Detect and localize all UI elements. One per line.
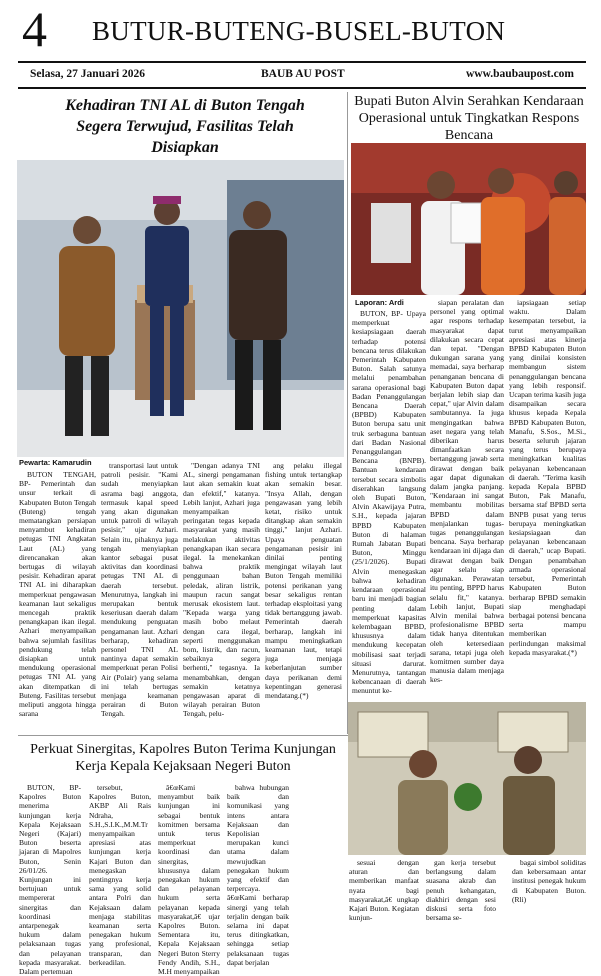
story3-text-5: sesuai dengan aturan dan memberikan manfaat nyata bagi masyarakat,â€ ungkap Kajari Buton. Kegiatan kunjun-: [349, 858, 419, 923]
date-bar: [18, 64, 586, 86]
story3-photo-illustration: [348, 702, 586, 855]
story3-text-3: â€œKami menyambut baik kunjungan ini sebagai bentuk komitmen bersama untuk terus memperkuat koordinasi dan sinergitas, khususnya dalam penegakan hukum dan pelayanan hukum serta pelayanan kepada masyarakat,â€ ujar Kapolres Buton. Sementara itu, Kepala Kejaksaan Negeri Buton Sterry Fendy Andih, S.H., M.H menyampaikan: [158, 783, 220, 976]
story2-text-3: iapsiagaan setiap waktu. Dalam kesempatan tersebut, ia turut menyampaikan apresiasi atas kinerja BPBD Kabupaten Buton yang dinilai konsisten membangun sistem penanggulangan bencana yang lebih responsif. Ucapan terima kasih juga disampaikan secara khusus kepada Kepala BPBD Kabupaten Buton, Manafu, S.Sos., M.Si., beserta seluruh jajaran yang terus berupaya meningkatkan kualitas pelayanan kebencanaan di daerah. "Terima kasih kepada Kepala BPBD Buton, Pak Manafu, bersama staf BPBD serta BNPB pusat yang terus berupaya meningkatkan kesiapsiagaan dan pelayanan kebencanaan di daerah," ucap Bupati. Dengan penambahan armada operasional tersebut, Pemerintah Kabupaten Buton berharap BPBD semakin siap menghadapi berbagai potensi bencana serta mampu memberikan perlindungan maksimal kepada masyarakat.(*): [509, 298, 586, 657]
masthead-rule-bottom: [18, 87, 586, 89]
story3-text-4: bahwa hubungan baik dan komunikasi yang intens antara Kejaksaan dan Kepolisian merupakan kunci utama dalam mewujudkan penegakan hukum yang efektif dan terpercaya. â€œKami berharap sinergi yang telah terjalin dengan baik selama ini dapat terus ditingkatkan, sehingga setiap pelaksanaan tugas dapat berjalan: [227, 783, 289, 967]
story1-photo: [17, 160, 344, 457]
story2-column-3: [509, 298, 586, 708]
story1-column-1: [19, 470, 96, 730]
story2-headline-line3: Bencana: [444, 128, 494, 143]
story1-photo-credit: Pewarta: Kamarudin: [19, 458, 92, 467]
story1-text-2: transportasi laut untuk patroli pesisir. "Kami sudah menyiapkan asrama bagi anggota, termasuk kapal speed yang akan digunakan untuk patroli di wilayah pesisir," ujar Azhari. Selain itu, pihaknya juga tengah menyiapkan kantor sebagai pusat aktivitas dan koordinasi petugas TNI AL di daerah tersebut. Menurutnya, langkah ini merupakan bentuk keseriusan daerah dalam mendukung penguatan pengamanan laut. Azhari berharap, kehadiran personel TNI AL nantinya dapat semakin memperkuat peran Polisi Air (Polair) yang selama ini telah bertugas menjaga keamanan perairan di Buton Tengah.: [101, 461, 178, 719]
page-number: 4: [22, 1, 47, 57]
story2-column-2: [430, 298, 504, 718]
story1-text-1: BUTON TENGAH, BP- Pemerintah dan unsur terkait di Kabupaten Buton Tengah (Buteng) tengah mematangkan persiapan menyambut kehadiran petugas TNI Angkatan Laut (AL) yang direncanakan akan bertugas di wilayah pesisir. Kehadiran aparat TNI AL ini diharapkan memperkuat pengawasan keamanan laut sekaligus mencegah praktik penangkapan ikan ilegal. Azhari menyampaikan bahwa sejumlah fasilitas pendukung telah disiapkan untuk mendukung operasional petugas TNI AL yang akan ditempatkan di Buteng. Fasilitas tersebut meliputi anggota hingga sarana: [19, 470, 96, 719]
story2-photo-credit: Laporan: Ardi: [355, 298, 404, 307]
issue-date: Selasa, 27 Januari 2026: [30, 68, 146, 80]
story1-column-4: [265, 461, 342, 731]
story3-headline-line1: Perkuat Sinergitas, Kapolres Buton Terima Kunjungan: [30, 742, 336, 757]
story3-text-2: tersebut, Kapolres Buton, AKBP Ali Rais Ndraha, S.H.,S.I.K.,M.M.Tr menyampaikan apresiasi atas kunjungan kerja Kajari Buton dan menegaskan pentingnya kerja sama yang solid antara Polri dan Kejaksaan dalam menjaga stabilitas keamanan serta penegakan hukum yang profesional, transparan, dan berkeadilan.: [89, 783, 151, 967]
story1-column-2: [101, 461, 178, 721]
story1-column-3: [183, 461, 260, 731]
publication-name: BAUB AU POST: [261, 68, 345, 80]
story3-column-6: [426, 858, 496, 926]
website-url: www.baubaupost.com: [466, 68, 574, 80]
story1-text-3: "Dengan adanya TNI AL, sinergi pengamanan laut akan semakin kuat dan efektif," katanya. Lebih lanjut, Azhari juga menyampaikan peringatan tegas kepada masyarakat yang masih melakukan aktivitas penangkapan ikan secara ilegal. Ia menekankan bahwa praktik penggunaan bahan peledak, aliran listrik, maupun racun sangat merusak ekosistem laut. "Kepada warga yang masih bobo melaut dengan cara ilegal, seperti menggunakan bom, listrik, dan racun, sebaiknya segera berhenti," tegasnya. Ia menambahkan, dengan semakin ketatnya pengawasan aparat di wilayah perairan Buton Tengah, pelu-: [183, 461, 260, 719]
story2-headline-line1: Bupati Buton Alvin Serahkan Kendaraan: [354, 94, 584, 109]
story3-column-1: [19, 783, 81, 976]
story1-headline: [25, 95, 345, 158]
column-divider: [347, 92, 348, 734]
story3-photo: [348, 702, 586, 855]
story2-column-1: [352, 309, 426, 729]
story1-text-4: ang pelaku illegal fishing untuk tertangkap akan semakin besar. "Insya Allah, dengan pengawasan yang lebih ketat, risiko untuk ditangkap akan semakin tinggi," lanjut Azhari. Upaya penguatan pengamanan pesisir ini dinilai penting mengingat wilayah laut Buton Tengah memiliki potensi perikanan yang besar sekaligus rentan terhadap eksploitasi yang tidak bertanggung jawab. Pemerintah daerah berharap, langkah ini mampu meningkatkan keamanan laut, tetapi juga menjaga keberlanjutan sumber daya perikanan demi kepentingan generasi mendatang.(*): [265, 461, 342, 701]
story3-column-4: [227, 783, 289, 967]
masthead-rule-top: [18, 61, 586, 63]
story1-headline-line1: Kehadiran TNI AL di Buton Tengah: [65, 97, 305, 114]
story2-headline-line2: Operasional untuk Tingkatkan Respons: [358, 111, 580, 126]
section-title: BUTUR-BUTENG-BUSEL-BUTON: [92, 16, 506, 46]
story3-text-1: BUTON, BP-Kapolres Buton menerima kunjungan kerja Kepala Kejaksaan Negeri (Kajari) Buton beserta jajaran di Mapolres Buton, Senin 26/01/26. Kunjungan ini bertujuan untuk mempererat sinergitas dan koordinasi antarpenegak hukum dalam pelaksanaan tugas dan pelayanan kepada masyarakat. Dalam pertemuan: [19, 783, 81, 976]
story1-headline-line3: Disiapkan: [151, 139, 219, 156]
story3-text-7: bagai simbol soliditas dan kebersamaan antar institusi penegak hukum di Kabupaten Buton.(Rli): [512, 858, 586, 904]
story3-headline: [18, 741, 348, 775]
story3-column-3: [158, 783, 220, 976]
story3-headline-line2: Kerja Kepala Kejaksaan Negeri Buton: [75, 759, 291, 774]
story3-column-5: [349, 858, 419, 926]
story2-text-2: siapan peralatan dan personel yang optimal agar respons terhadap masyarakat dapat dilakukan secara cepat dan tepat. "Dengan dukungan sarana yang memadai, saya berharap penanganan bencana di Kabupaten Buton dapat berjalan lebih siap dan cepat," ujar Alvin dalam sambutannya. Ia juga mengingatkan bahwa aset negara yang telah diberikan harus dimanfaatkan secara bertanggung jawab serta dirawat dengan baik agar dapat digunakan dalam jangka panjang. "Kendaraan ini sangat membantu mobilitas BPBD dalam menjalankan tugas-tugas penanggulangan bencana. Saya berharap kendaraan ini dijaga dan dirawat dengan baik agar selalu siap digunakan. Perawatan itu penting, BPPD harus selalu fit," katanya. Lebih lanjut, Bupati Alvin menilai bahwa profesionalisme BPBD tidak hanya ditentukan oleh ketersediaan sarana, tetapi juga oleh komitmen sumber daya manusia dalam menjaga kes-: [430, 298, 504, 685]
story3-text-6: gan kerja tersebut berlangsung dalam suasana akrab dan penuh kehangatan, diakhiri dengan sesi diskusi serta foto bersama se-: [426, 858, 496, 923]
story2-photo-illustration: [351, 143, 586, 295]
story3-column-7: [512, 858, 586, 926]
story2-text-1: BUTON, BP- Upaya memperkuat kesiapsiagaan daerah terhadap potensi bencana terus dilakukan Pemerintah Kabupaten Buton. Salah satunya melalui penambahan sarana operasional bagi Badan Penanggulangan Bencana Daerah (BPBD) Kabupaten Buton berupa satu unit truk serbaguna bantuan dari Badan Nasional Penanggulangan Bencana (BNPB). Bantuan kendaraan tersebut secara simbolis diserahkan langsung oleh Bupati Buton, Alvin Akawijaya Putra, S.H., kepada jajaran BPBD Kabupaten Buton di halaman Rumah Jabatan Bupati Buton, Minggu (25/1/2026). Bupati Alvin menegaskan bahwa kehadiran kendaraan operasional baru ini menjadi bagian penting dalam memperkuat kapasitas kelembagaan BPBD, khususnya dalam mendukung kecepatan mobilisasi saat terjadi situasi darurat. Menurutnya, tantangan kebencanaan di daerah menuntut ke-: [352, 309, 426, 696]
story3-column-2: [89, 783, 151, 967]
story1-headline-line2: Segera Terwujud, Fasilitas Telah: [76, 118, 294, 135]
story1-photo-illustration: [17, 160, 344, 457]
story2-photo: [351, 143, 586, 295]
story2-headline: [350, 93, 588, 144]
